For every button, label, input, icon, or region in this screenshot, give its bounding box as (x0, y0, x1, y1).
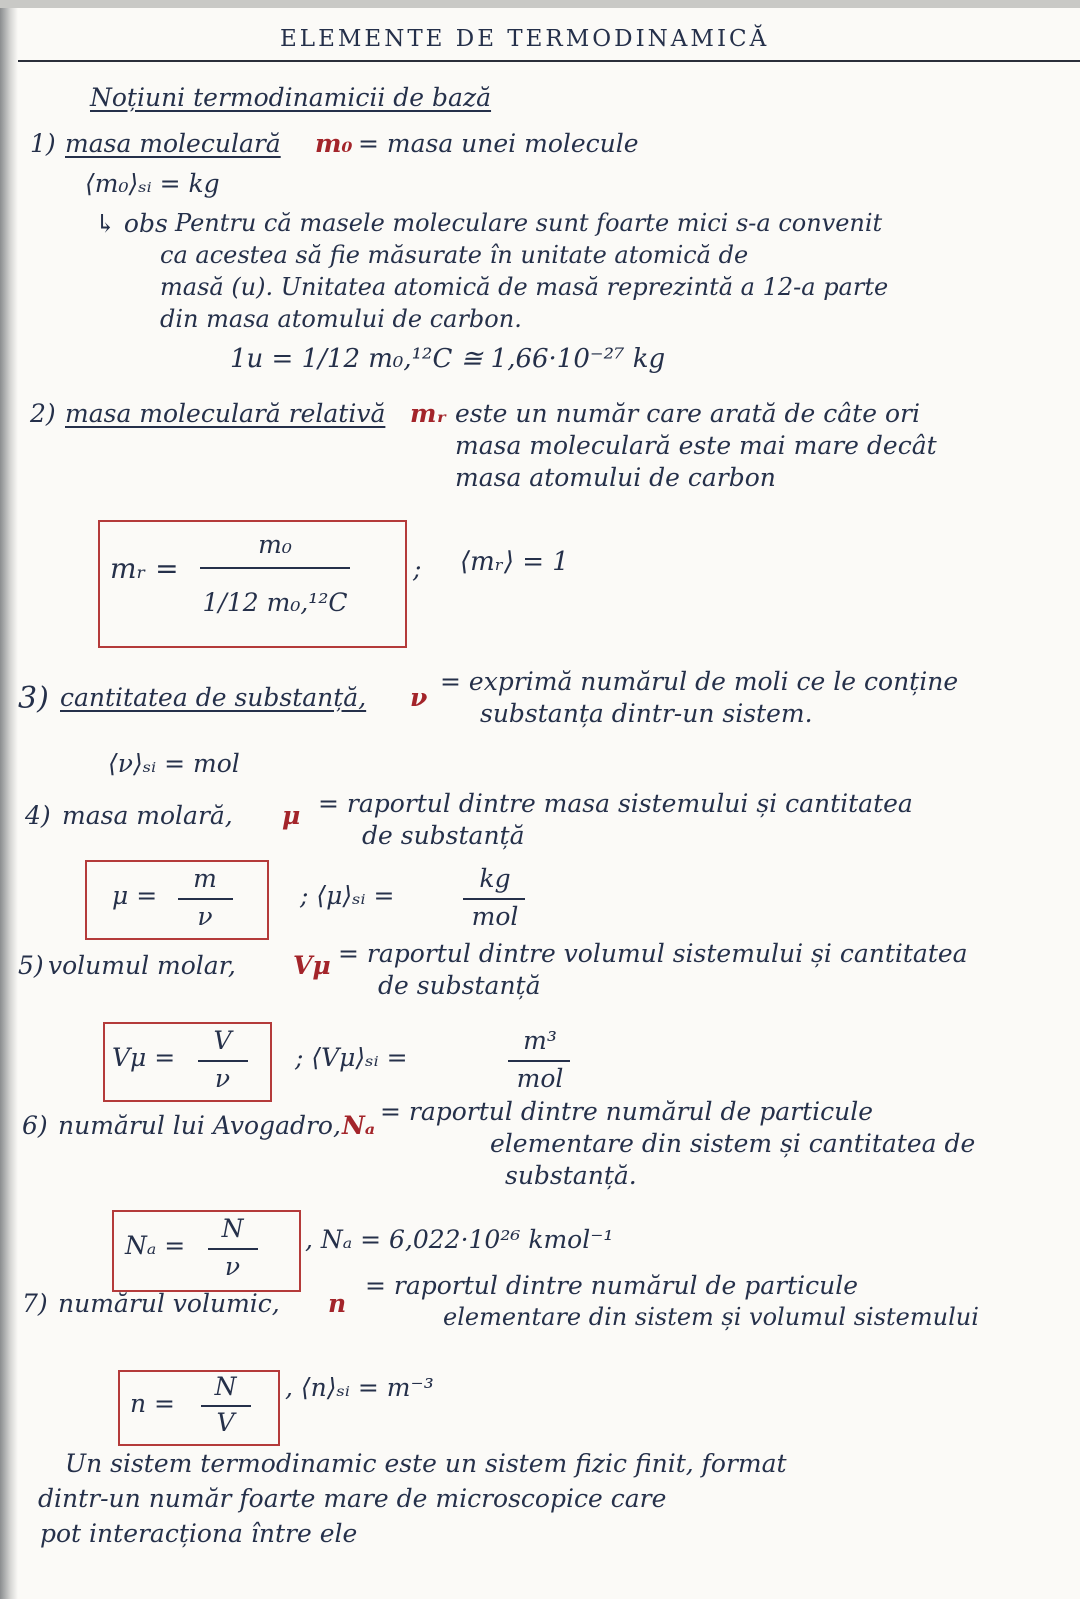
formula-lhs-na: Nₐ = (125, 1231, 186, 1260)
page-top-edge (0, 0, 1080, 8)
fraction-numerator: N (221, 1214, 244, 1243)
atomic-mass-unit-formula: 1u = 1/12 m₀,¹²C ≅ 1,66·10⁻²⁷ kg (230, 344, 666, 374)
definition-line: = raportul dintre numărul de particule (365, 1271, 859, 1300)
definition-line: este un număr care arată de câte ori (455, 399, 920, 428)
term-relative-molecular-mass: masa moleculară relativă (65, 399, 386, 428)
formula-lhs-mu: μ = (112, 881, 158, 910)
definition-line: de substanță (378, 971, 541, 1000)
fraction-bar (208, 1248, 258, 1250)
fraction-numerator: m³ (523, 1026, 557, 1055)
separator: ; (413, 554, 422, 583)
definition-line: = raportul dintre masa sistemului și cantitatea (318, 789, 913, 818)
term-molecular-mass: masa moleculară (65, 129, 281, 158)
fraction-numerator: m₀ (258, 530, 292, 559)
fraction-denominator: 1/12 m₀,¹²C (202, 588, 348, 617)
fraction-bar (201, 1405, 251, 1407)
avogadro-value: , Nₐ = 6,022·10²⁶ kmol⁻¹ (305, 1225, 614, 1254)
unit-molecular-mass: ⟨m₀⟩ₛᵢ = kg (85, 169, 220, 198)
term-volume-number: numărul volumic, (58, 1289, 280, 1318)
fraction-numerator: V (213, 1026, 232, 1055)
formula-lhs-n: n = (130, 1389, 175, 1418)
symbol-mu: μ (282, 801, 301, 830)
unit-lhs-mu: ; ⟨μ⟩ₛᵢ = (300, 881, 395, 910)
fraction-bar (463, 898, 525, 900)
definition-molecular-mass: = masa unei molecule (358, 129, 639, 158)
fraction-bar (198, 1060, 248, 1062)
definition-line: substanța dintr-un sistem. (480, 699, 813, 728)
fraction-denominator: V (216, 1408, 235, 1437)
definition-line: = exprimă numărul de moli ce le conține (440, 667, 959, 696)
closing-line: dintr-un număr foarte mare de microscopice care (38, 1484, 667, 1513)
page-title: ELEMENTE DE TERMODINAMICĂ (280, 26, 770, 52)
obs-line: din masa atomului de carbon. (160, 305, 522, 333)
fraction-denominator: mol (516, 1064, 564, 1093)
obs-line: ca acestea să fie măsurate în unitate atomică de (160, 241, 749, 269)
obs-marker: ↳ obs (95, 209, 168, 238)
fraction-numerator: m (193, 864, 217, 893)
term-molar-mass: masa molară, (62, 801, 233, 830)
unit-amount-of-substance: ⟨ν⟩ₛᵢ = mol (108, 749, 240, 778)
item-number-2: 2) (30, 399, 56, 428)
definition-line: elementare din sistem și cantitatea de (490, 1129, 976, 1158)
item-number-6: 6) (22, 1111, 48, 1140)
definition-line: masa moleculară este mai mare decât (455, 431, 937, 460)
definition-line: masa atomului de carbon (455, 463, 776, 492)
fraction-denominator: ν (197, 902, 213, 931)
symbol-vmu: Vμ (293, 951, 331, 980)
fraction-denominator: mol (471, 902, 519, 931)
section-subtitle: Noțiuni termodinamicii de bază (90, 83, 492, 112)
header-rule (18, 60, 1080, 62)
item-number-4: 4) (25, 801, 51, 830)
formula-lhs-vmu: Vμ = (112, 1043, 176, 1072)
fraction-numerator: kg (479, 864, 511, 893)
obs-line: Pentru că masele moleculare sunt foarte mici s-a convenit (175, 209, 883, 237)
fraction-denominator: ν (224, 1252, 241, 1281)
symbol-nu: ν (410, 683, 428, 712)
page-binding-edge (0, 0, 18, 1599)
item-number-1: 1) (30, 129, 56, 158)
term-molar-volume: volumul molar, (48, 951, 236, 980)
unit-lhs-vmu: ; ⟨Vμ⟩ₛᵢ = (295, 1043, 408, 1072)
fraction-denominator: ν (214, 1064, 231, 1093)
item-number-7: 7) (22, 1289, 48, 1318)
item-number-5: 5) (18, 951, 44, 980)
fraction-bar (178, 898, 233, 900)
fraction-bar (200, 567, 350, 569)
definition-line: substanță. (505, 1161, 637, 1190)
symbol-na: Nₐ (342, 1111, 376, 1140)
unit-relative-mass: ⟨mᵣ⟩ = 1 (460, 547, 569, 577)
formula-lhs-mr: mᵣ = (110, 552, 179, 585)
fraction-numerator: N (214, 1372, 237, 1401)
term-amount-of-substance: cantitatea de substanță, (60, 683, 367, 712)
closing-line: Un sistem termodinamic este un sistem fizic finit, format (65, 1449, 787, 1478)
symbol-mr: mᵣ (410, 399, 447, 428)
closing-line: pot interacționa între ele (40, 1519, 358, 1548)
term-avogadro-number: numărul lui Avogadro, (58, 1111, 341, 1140)
symbol-m0: m₀ (315, 129, 353, 158)
symbol-n: n (328, 1289, 347, 1318)
definition-line: de substanță (362, 821, 525, 850)
obs-line: masă (u). Unitatea atomică de masă reprezintă a 12-a parte (160, 273, 889, 301)
definition-line: elementare din sistem și volumul sistemului (443, 1303, 979, 1331)
fraction-bar (508, 1060, 570, 1062)
item-number-3: 3) (18, 681, 49, 716)
definition-line: = raportul dintre numărul de particule (380, 1097, 874, 1126)
definition-line: = raportul dintre volumul sistemului și cantitatea (338, 939, 968, 968)
unit-volume-number: , ⟨n⟩ₛᵢ = m⁻³ (285, 1373, 434, 1402)
